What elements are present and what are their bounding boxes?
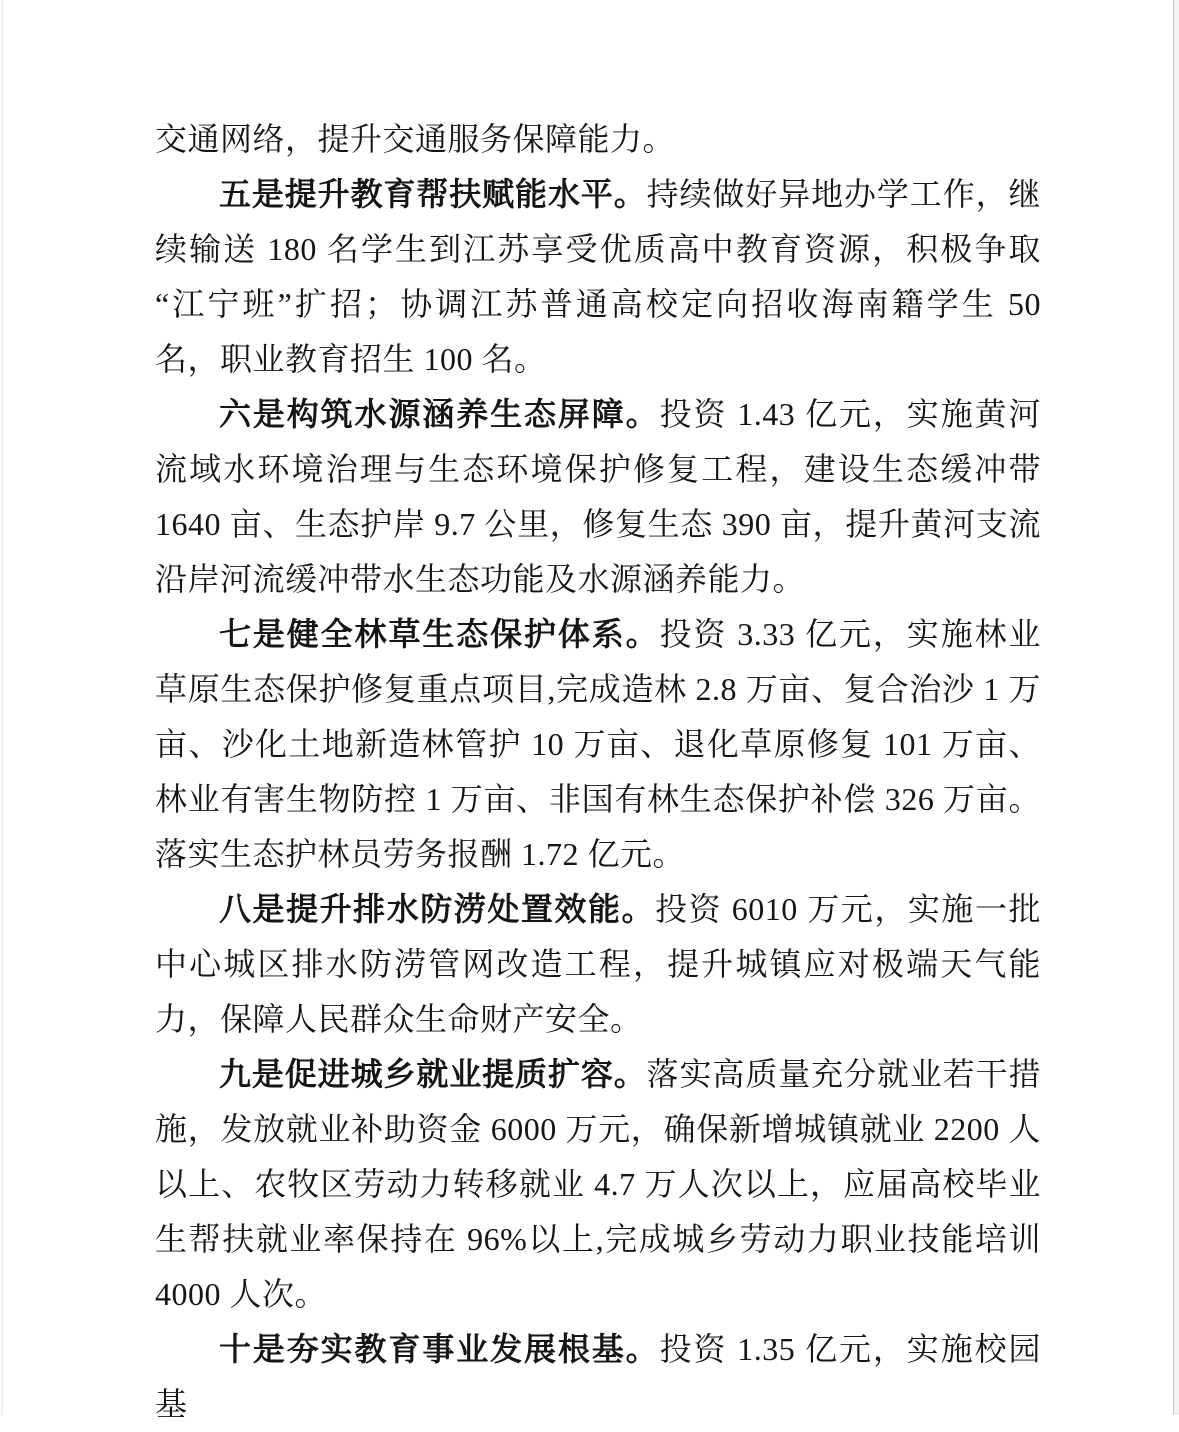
paragraph-item-5	[155, 167, 1041, 387]
paragraph-body: 投资 6010 万元，实施一批中心城区排水防涝管网改造工程，提升城镇应对极端天气能力，保障人民群众生命财产安全。	[155, 891, 1041, 1037]
paragraph-body: 落实高质量充分就业若干措施，发放就业补助资金 6000 万元，确保新增城镇就业 2200 人以上、农牧区劳动力转移就业 4.7 万人次以上，应届高校毕业生帮扶就业率保持在 96%以上,完成城乡劳动力职业技能培训 4000 人次。	[155, 1056, 1041, 1312]
paragraph-item-8	[155, 882, 1041, 1047]
paragraph-lead: 七是健全林草生态保护体系。	[219, 616, 660, 652]
page-left-edge	[1, 0, 3, 1415]
paragraph-item-10	[155, 1322, 1041, 1432]
paragraph-body: 投资 1.43 亿元，实施黄河流域水环境治理与生态环境保护修复工程，建设生态缓冲带 1640 亩、生态护岸 9.7 公里，修复生态 390 亩，提升黄河支流沿岸河流缓冲带水生态功能及水源涵养能力。	[155, 396, 1041, 597]
page-right-edge	[1173, 0, 1179, 1415]
paragraph-lead: 五是提升教育帮扶赋能水平。	[219, 176, 647, 212]
paragraph-item-7	[155, 607, 1041, 882]
paragraph-lead: 十是夯实教育事业发展根基。	[219, 1331, 660, 1367]
paragraph-item-6	[155, 387, 1041, 607]
paragraph-item-9	[155, 1047, 1041, 1322]
paragraph-lead: 九是促进城乡就业提质扩容。	[219, 1056, 647, 1092]
paragraph-continuation	[155, 112, 1041, 167]
paragraph-body: 投资 3.33 亿元，实施林业草原生态保护修复重点项目,完成造林 2.8 万亩、复合治沙 1 万亩、沙化土地新造林管护 10 万亩、退化草原修复 101 万亩、林业有害生物防控 1 万亩、非国有林生态保护补偿 326 万亩。落实生态护林员劳务报酬 1.72 亿元。	[155, 616, 1041, 872]
paragraph-lead: 六是构筑水源涵养生态屏障。	[219, 396, 660, 432]
paragraph-lead: 八是提升排水防涝处置效能。	[219, 891, 656, 927]
paragraph-body: 交通网络，提升交通服务保障能力。	[155, 121, 676, 157]
paragraph-body: 投资 1.35 亿元，实施校园基	[155, 1331, 1041, 1422]
paragraph-body: 持续做好异地办学工作，继续输送 180 名学生到江苏享受优质高中教育资源，积极争取“江宁班”扩招；协调江苏普通高校定向招收海南籍学生 50 名，职业教育招生 100 名。	[155, 176, 1041, 377]
document-text-area	[155, 112, 1041, 1432]
